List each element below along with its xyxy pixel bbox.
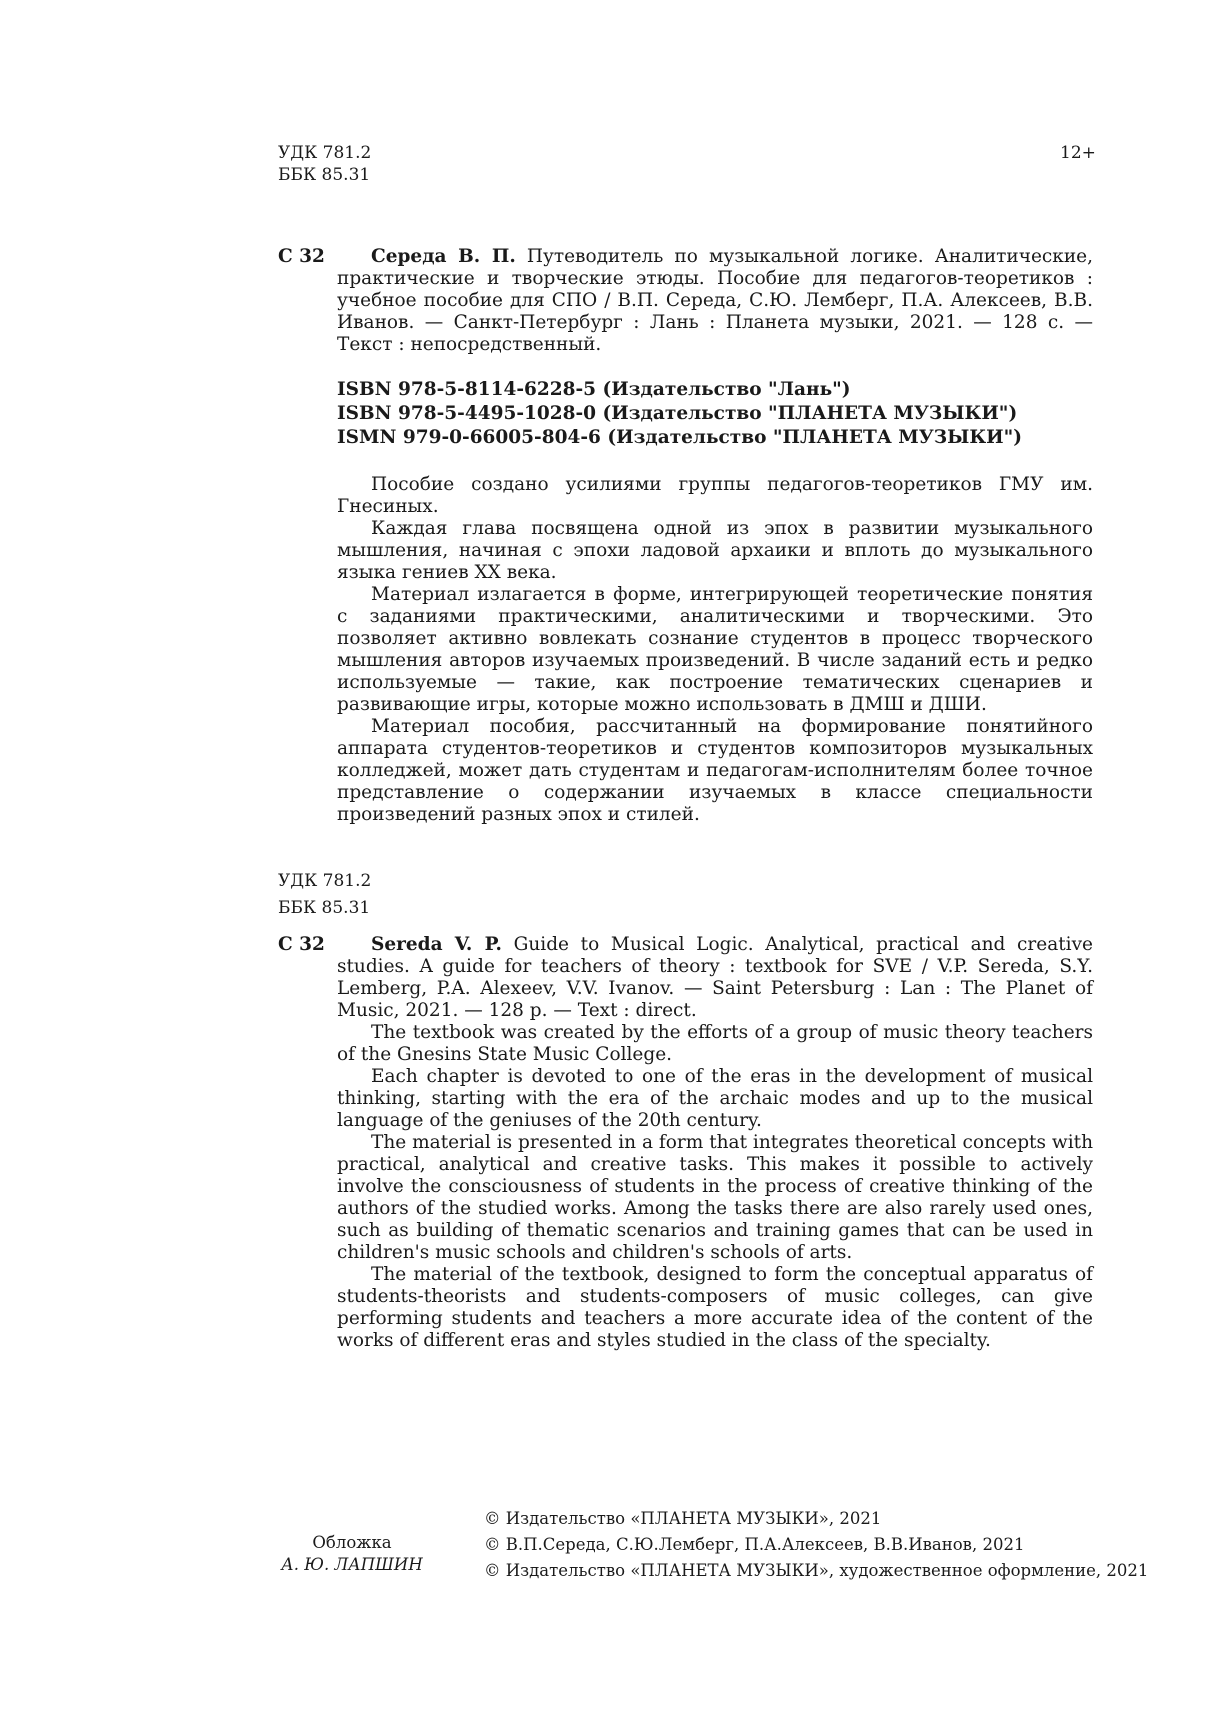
- entry-author-ru: Середа В. П.: [371, 246, 516, 267]
- copyright-line: © Издательство «ПЛАНЕТА МУЗЫКИ», художественное оформление, 2021: [484, 1561, 1149, 1580]
- copyright-block: [484, 1506, 1148, 1584]
- cover-credit-label: Обложка: [312, 1533, 392, 1552]
- copyright-line: © В.П.Середа, С.Ю.Лемберг, П.А.Алексеев, В.В.Иванов, 2021: [484, 1535, 1025, 1554]
- ismn-planeta: ISMN 979-0-66005-804-6 (Издательство "ПЛАНЕТА МУЗЫКИ"): [337, 427, 1023, 448]
- entry-text-ru: Путеводитель по музыкальной логике. Аналитические, практические и творческие этюды. Пособие для педагогов-теоретиков : учебное пособие для СПО / В.П. Середа, С.Ю. Лемберг, П.А. Алексеев, В.В. Иванов. — Санкт-Петербург : Лань : Планета музыки, 2021. — 128 с. — Текст : непосредственный.: [337, 246, 1093, 355]
- annotation-ru: [337, 474, 1093, 826]
- author-mark-ru: С 32: [278, 246, 325, 267]
- cover-designer-name: А. Ю. ЛАПШИН: [281, 1555, 423, 1574]
- isbn-lan: ISBN 978-5-8114-6228-5 (Издательство "Лань"): [337, 379, 851, 400]
- copyright-line: © Издательство «ПЛАНЕТА МУЗЫКИ», 2021: [484, 1509, 882, 1528]
- bibliographic-entry-en: [337, 934, 1093, 1352]
- classification-mid: [278, 868, 371, 922]
- annotation-paragraph: Материал пособия, рассчитанный на формирование понятийного аппарата студентов-теоретиков и студентов композиторов музыкальных колледжей, может дать студентам и педагогам-исполнителям более точное представление о содержании изучаемых в классе специальности произведений разных эпох и стилей.: [337, 716, 1093, 825]
- bbk-code: ББК 85.31: [278, 165, 371, 185]
- age-rating: 12+: [1060, 143, 1096, 163]
- annotation-paragraph: Материал излагается в форме, интегрирующей теоретические понятия с заданиями практическими, аналитическими и творческими. Это позволяет активно вовлекать сознание студентов в процесс творческого мышления авторов изучаемых произведений. В числе заданий есть и редко используемые — такие, как построение тематических сценариев и развивающие игры, которые можно использовать в ДМШ и ДШИ.: [337, 584, 1093, 715]
- udk-code: УДК 781.2: [278, 143, 372, 163]
- cover-credit: [278, 1532, 426, 1576]
- entry-author-en: Sereda V. P.: [371, 934, 502, 955]
- bbk-code: ББК 85.31: [278, 898, 371, 918]
- annotation-paragraph-en: Each chapter is devoted to one of the eras in the development of musical thinking, starting with the era of the archaic modes and up to the musical language of the geniuses of the 20th century.: [337, 1066, 1093, 1131]
- udk-code: УДК 781.2: [278, 871, 372, 891]
- classification-top: [278, 142, 371, 186]
- entry-text-en: Guide to Musical Logic. Analytical, practical and creative studies. A guide for teachers of theory : textbook for SVE / V.P. Sereda, S.Y. Lemberg, P.A. Alexeev, V.V. Ivanov. — Saint Petersburg : Lan : The Planet of Music, 2021. — 128 p. — Text : direct.: [337, 934, 1093, 1021]
- bibliographic-entry-ru: [337, 246, 1093, 356]
- annotation-paragraph: Каждая глава посвящена одной из эпох в развитии музыкального мышления, начиная с эпохи ладовой архаики и вплоть до музыкального языка гениев XX века.: [337, 518, 1093, 583]
- author-mark-en: С 32: [278, 934, 325, 955]
- annotation-paragraph-en: The material is presented in a form that integrates theoretical concepts with practical, analytical and creative tasks. This makes it possible to actively involve the consciousness of students in the process of creative thinking of the authors of the studied works. Among the tasks there are also rarely used ones, such as building of thematic scenarios and training games that can be used in children's music schools and children's schools of arts.: [337, 1132, 1093, 1263]
- annotation-paragraph-en: The material of the textbook, designed to form the conceptual apparatus of students-theorists and students-composers of music colleges, can give performing students and teachers a more accurate idea of the content of the works of different eras and styles studied in the class of the specialty.: [337, 1264, 1093, 1351]
- annotation-paragraph: Пособие создано усилиями группы педагогов-теоретиков ГМУ им. Гнесиных.: [337, 474, 1093, 517]
- isbn-block: [337, 378, 1097, 450]
- isbn-planeta: ISBN 978-5-4495-1028-0 (Издательство "ПЛАНЕТА МУЗЫКИ"): [337, 403, 1018, 424]
- annotation-paragraph-en: The textbook was created by the efforts of a group of music theory teachers of the Gnesins State Music College.: [337, 1022, 1093, 1065]
